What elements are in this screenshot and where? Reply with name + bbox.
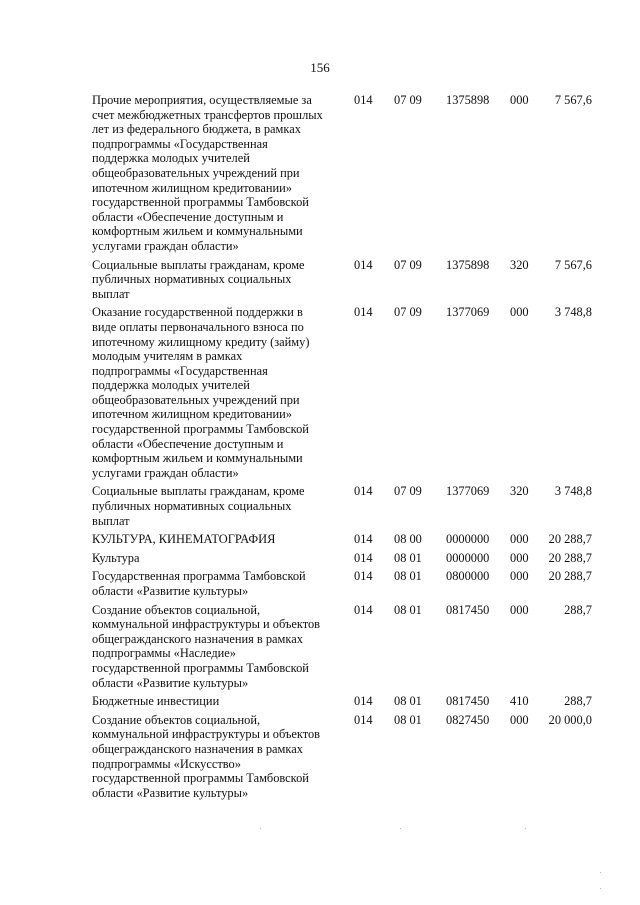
row-target-code: 0817450	[446, 694, 490, 709]
row-amount: 3 748,8	[554, 484, 592, 499]
row-target-code: 0000000	[446, 550, 490, 565]
row-target-code: 0000000	[446, 532, 490, 547]
row-target-code: 0800000	[446, 569, 490, 584]
row-amount: 7 567,6	[554, 93, 592, 107]
row-expense-code: 320	[510, 257, 529, 272]
row-expense-code: 000	[510, 569, 529, 584]
row-amount: 20 288,7	[548, 569, 592, 584]
row-name: Бюджетные инвестиции	[92, 694, 220, 709]
table-row	[92, 603, 592, 691]
scan-speck	[600, 872, 601, 873]
row-amount: 20 288,7	[548, 532, 592, 547]
row-ministry-code: 014	[354, 569, 373, 584]
row-expense-code: 410	[510, 694, 529, 709]
row-ministry-code: 014	[354, 93, 373, 107]
scan-speck	[600, 888, 601, 889]
row-amount: 20 288,7	[548, 550, 592, 565]
row-target-code: 0817450	[446, 602, 490, 617]
table-row	[92, 694, 592, 709]
table-row	[92, 258, 592, 302]
row-ministry-code: 014	[354, 602, 373, 617]
row-expense-code: 000	[510, 712, 529, 727]
row-target-code: 1375898	[446, 93, 490, 107]
budget-table	[92, 93, 592, 804]
row-expense-code: 000	[510, 602, 529, 617]
table-row	[92, 551, 592, 566]
row-target-code: 1377069	[446, 484, 490, 499]
table-row	[92, 713, 592, 801]
table-row	[92, 569, 592, 598]
row-ministry-code: 014	[354, 257, 373, 272]
table-row	[92, 484, 592, 528]
row-section-code: 08 01	[394, 694, 422, 709]
table-row	[92, 532, 592, 547]
row-expense-code: 000	[510, 93, 529, 107]
row-name: Создание объектов социальной, коммунальной инфраструктуры и объектов общегражданского назначения в рамках подпрограммы «Наследие» государственной программы Тамбовской области «Развитие культуры»	[92, 602, 321, 690]
row-ministry-code: 014	[354, 484, 373, 499]
row-section-code: 08 01	[394, 550, 422, 565]
table-row	[92, 93, 592, 254]
page-number: 156	[310, 60, 330, 75]
row-name: Оказание государственной поддержки в виде оплаты первоначального взноса по ипотечному жилищному кредиту (займу) молодым учителям в рамках подпрограммы «Государственная поддержка молодых учителей общеобразовательных учреждений при ипотечном жилищном кредитовании» государственной программы Тамбовской области «Обеспечение доступным и комфортным жильем и коммунальными услугами граждан области»	[92, 305, 310, 480]
row-name: Культура	[92, 550, 140, 565]
row-ministry-code: 014	[354, 305, 373, 320]
row-amount: 7 567,6	[554, 257, 592, 272]
row-section-code: 08 01	[394, 602, 422, 617]
row-target-code: 1375898	[446, 257, 490, 272]
scan-speck	[525, 828, 526, 829]
scan-speck	[260, 828, 261, 829]
row-name: Социальные выплаты гражданам, кроме публичных нормативных социальных выплат	[92, 257, 305, 301]
table-row	[92, 305, 592, 480]
row-name: Создание объектов социальной, коммунальной инфраструктуры и объектов общегражданского назначения в рамках подпрограммы «Искусство» государственной программы Тамбовской области «Развитие культуры»	[92, 712, 321, 800]
row-section-code: 07 09	[394, 257, 422, 272]
row-target-code: 1377069	[446, 305, 490, 320]
row-ministry-code: 014	[354, 550, 373, 565]
row-amount: 3 748,8	[554, 305, 592, 320]
row-expense-code: 000	[510, 305, 529, 320]
row-expense-code: 000	[510, 532, 529, 547]
row-name: Социальные выплаты гражданам, кроме публичных нормативных социальных выплат	[92, 484, 305, 528]
row-name: Государственная программа Тамбовской области «Развитие культуры»	[92, 569, 306, 598]
row-section-code: 07 09	[394, 93, 422, 107]
row-ministry-code: 014	[354, 712, 373, 727]
row-expense-code: 000	[510, 550, 529, 565]
row-name: Прочие мероприятия, осуществляемые за счет межбюджетных трансфертов прошлых лет из федерального бюджета, в рамках подпрограммы «Государственная поддержка молодых учителей общеобразовательных учреждений при ипотечном жилищном кредитовании» государственной программы Тамбовской области «Обеспечение доступным и комфортным жильем и коммунальными услугами граждан области»	[92, 93, 323, 253]
row-amount: 288,7	[564, 694, 592, 709]
row-section-code: 07 09	[394, 484, 422, 499]
row-ministry-code: 014	[354, 532, 373, 547]
row-amount: 20 000,0	[548, 712, 592, 727]
row-section-code: 08 00	[394, 532, 422, 547]
row-section-code: 08 01	[394, 712, 422, 727]
row-target-code: 0827450	[446, 712, 490, 727]
row-name: КУЛЬТУРА, КИНЕМАТОГРАФИЯ	[92, 532, 276, 547]
row-amount: 288,7	[564, 602, 592, 617]
row-expense-code: 320	[510, 484, 529, 499]
scan-speck	[400, 828, 401, 829]
row-section-code: 07 09	[394, 305, 422, 320]
row-section-code: 08 01	[394, 569, 422, 584]
row-ministry-code: 014	[354, 694, 373, 709]
